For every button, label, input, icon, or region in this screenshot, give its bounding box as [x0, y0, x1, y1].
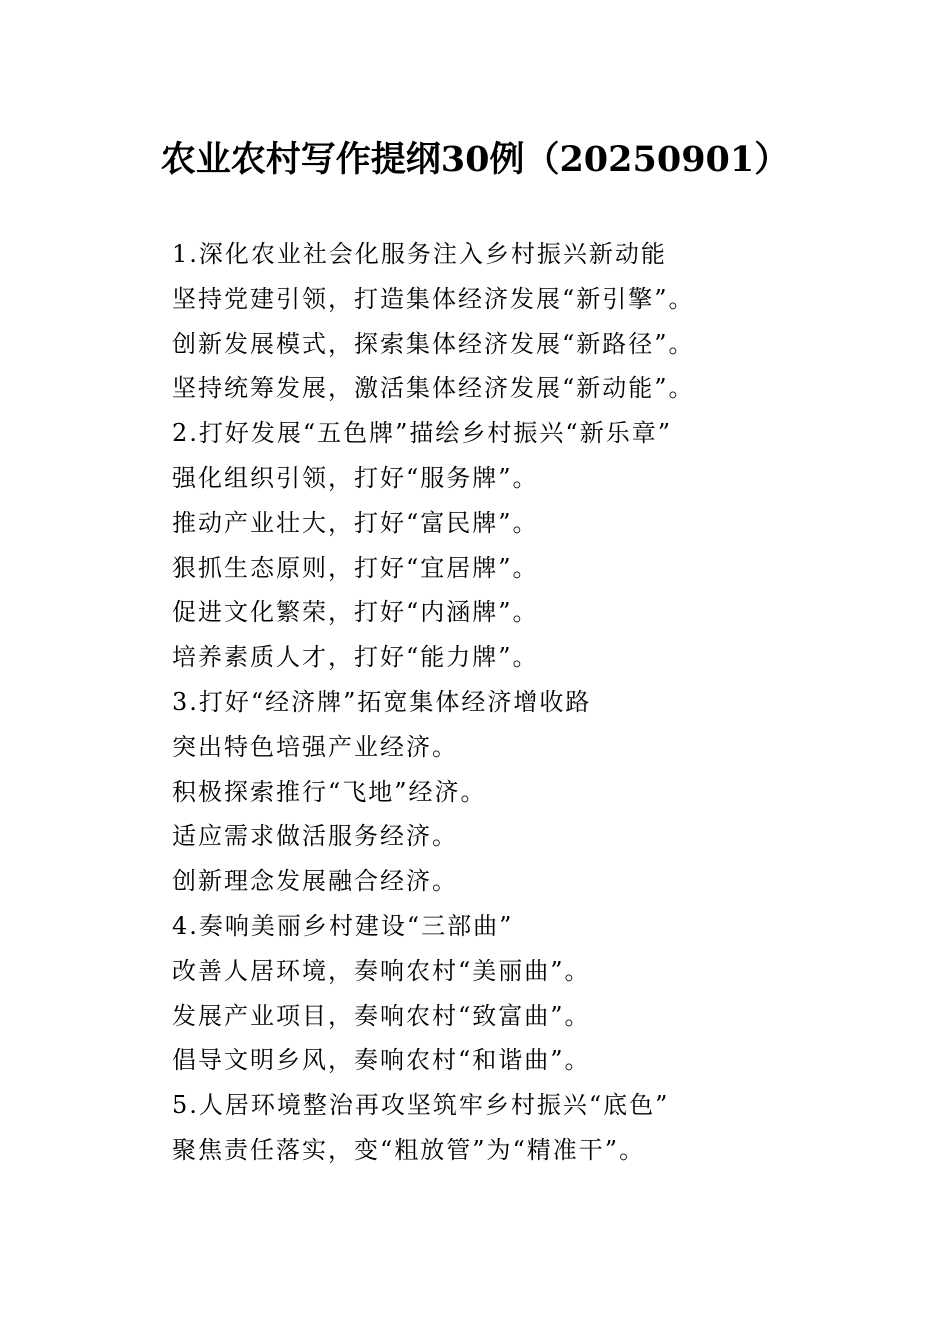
paragraph-line: 创新理念发展融合经济。 — [172, 867, 458, 896]
paragraph-line: 积极探索推行“飞地”经济。 — [172, 777, 487, 806]
paragraph-line: 聚焦责任落实，变“粗放管”为“精准干”。 — [172, 1135, 646, 1164]
paragraph-line: 培养素质人才，打好“能力牌”。 — [172, 643, 539, 672]
paragraph-line: 适应需求做活服务经济。 — [172, 822, 458, 851]
paragraph-line: 坚持统筹发展，激活集体经济发展“新动能”。 — [172, 374, 695, 403]
paragraph-line: 强化组织引领，打好“服务牌”。 — [172, 463, 539, 492]
document-body — [172, 232, 872, 1173]
paragraph-line: 改善人居环境，奏响农村“美丽曲”。 — [172, 956, 591, 985]
heading-1: 1.深化农业社会化服务注入乡村振兴新动能 — [172, 240, 667, 268]
heading-4: 4.奏响美丽乡村建设“三部曲” — [172, 911, 514, 940]
paragraph-line: 狠抓生态原则，打好“宜居牌”。 — [172, 553, 539, 582]
paragraph-line: 促进文化繁荣，打好“内涵牌”。 — [172, 598, 539, 627]
paragraph-line: 创新发展模式，探索集体经济发展“新路径”。 — [172, 329, 695, 358]
paragraph-line: 倡导文明乡风，奏响农村“和谐曲”。 — [172, 1046, 591, 1075]
heading-2: 2.打好发展“五色牌”描绘乡村振兴“新乐章” — [172, 419, 672, 448]
heading-3: 3.打好“经济牌”拓宽集体经济增收路 — [172, 687, 592, 716]
paragraph-line: 推动产业壮大，打好“富民牌”。 — [172, 508, 539, 537]
document-title: 农业农村写作提纲30例（20250901） — [160, 139, 790, 180]
paragraph-line: 发展产业项目，奏响农村“致富曲”。 — [172, 1001, 591, 1030]
paragraph-line: 突出特色培强产业经济。 — [172, 732, 458, 761]
paragraph-line: 坚持党建引领，打造集体经济发展“新引擎”。 — [172, 284, 695, 313]
heading-5: 5.人居环境整治再攻坚筑牢乡村振兴“底色” — [172, 1091, 670, 1120]
